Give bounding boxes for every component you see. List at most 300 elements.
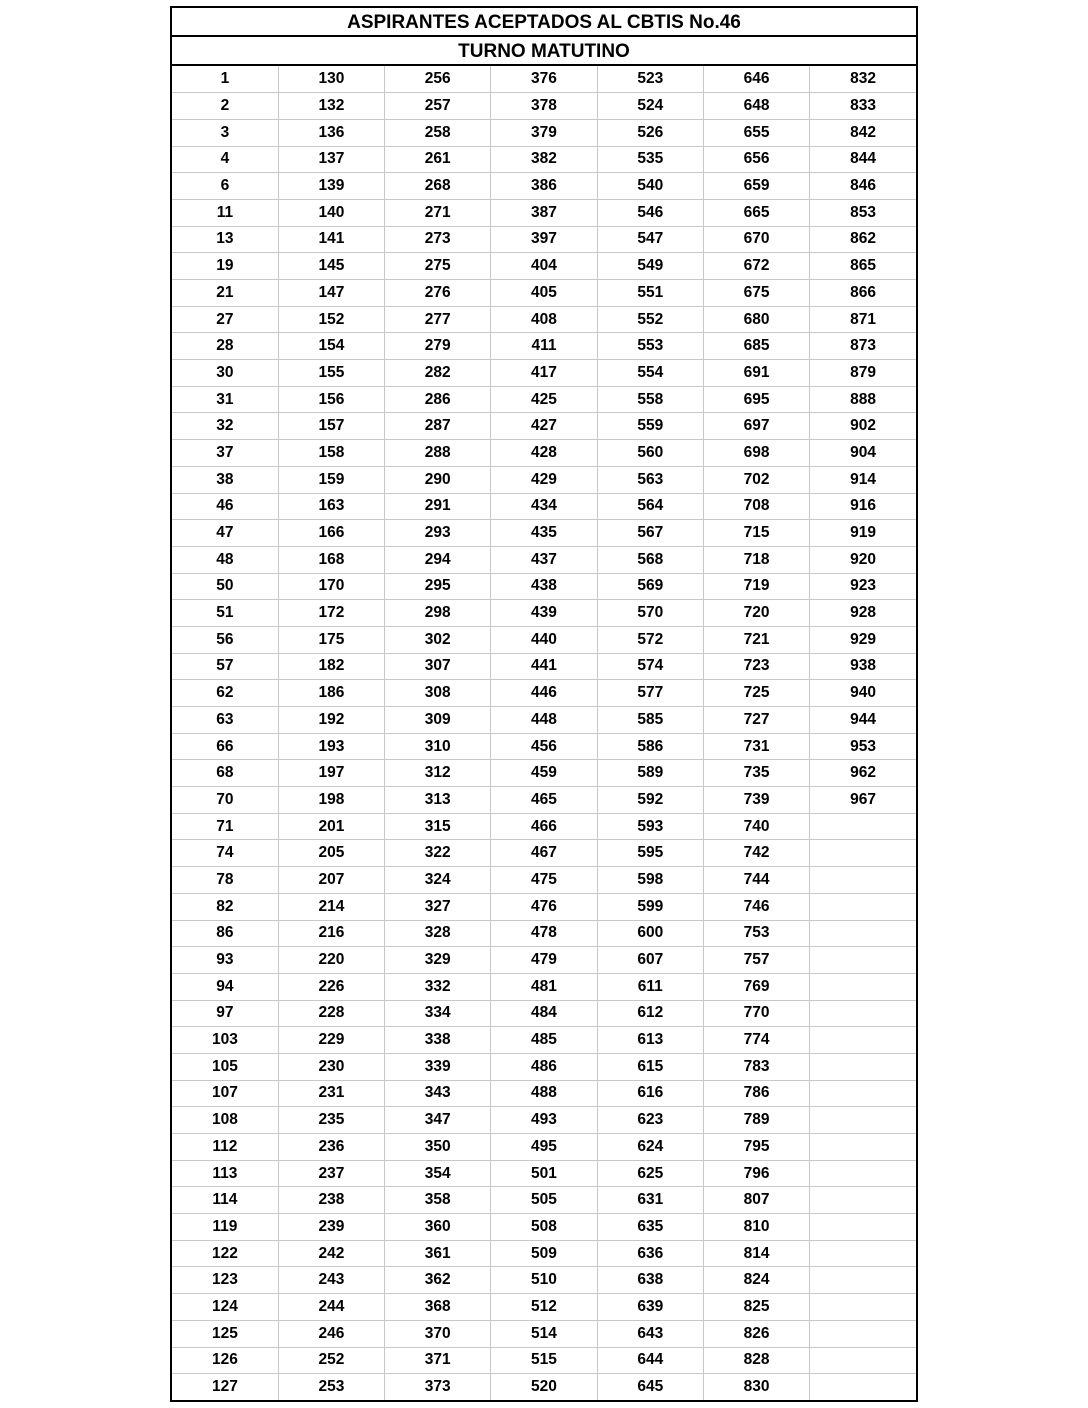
applicant-number-cell: 585 bbox=[597, 707, 703, 734]
table-row bbox=[172, 66, 916, 93]
applicant-number-cell: 37 bbox=[172, 440, 278, 467]
applicant-number-cell: 56 bbox=[172, 626, 278, 653]
applicant-number-cell: 488 bbox=[491, 1080, 597, 1107]
applicant-number-cell: 479 bbox=[491, 947, 597, 974]
applicant-number-cell: 286 bbox=[385, 386, 491, 413]
applicant-number-cell: 842 bbox=[810, 119, 916, 146]
table-row bbox=[172, 493, 916, 520]
applicant-number-cell: 698 bbox=[703, 440, 809, 467]
applicant-number-cell: 871 bbox=[810, 306, 916, 333]
applicant-number-cell: 510 bbox=[491, 1267, 597, 1294]
applicant-number-cell: 783 bbox=[703, 1053, 809, 1080]
applicant-number-cell: 103 bbox=[172, 1027, 278, 1054]
applicant-number-cell: 229 bbox=[278, 1027, 384, 1054]
applicant-number-cell: 152 bbox=[278, 306, 384, 333]
applicant-number-cell bbox=[810, 840, 916, 867]
applicant-number-cell: 125 bbox=[172, 1320, 278, 1347]
table-row bbox=[172, 707, 916, 734]
applicant-number-cell: 122 bbox=[172, 1240, 278, 1267]
applicant-number-cell: 30 bbox=[172, 360, 278, 387]
table-row bbox=[172, 947, 916, 974]
applicant-number-cell: 613 bbox=[597, 1027, 703, 1054]
applicant-number-cell: 638 bbox=[597, 1267, 703, 1294]
applicant-number-cell: 166 bbox=[278, 520, 384, 547]
applicant-number-cell: 923 bbox=[810, 573, 916, 600]
applicant-number-cell: 332 bbox=[385, 973, 491, 1000]
applicant-number-cell: 404 bbox=[491, 253, 597, 280]
accepted-applicants-sheet bbox=[170, 6, 918, 1402]
applicant-number-cell: 107 bbox=[172, 1080, 278, 1107]
applicant-number-cell: 916 bbox=[810, 493, 916, 520]
applicant-number-cell: 551 bbox=[597, 280, 703, 307]
table-row bbox=[172, 466, 916, 493]
applicant-number-cell: 569 bbox=[597, 573, 703, 600]
applicant-number-cell: 11 bbox=[172, 199, 278, 226]
applicant-number-cell bbox=[810, 1134, 916, 1161]
applicant-number-cell: 378 bbox=[491, 93, 597, 120]
applicant-number-cell: 113 bbox=[172, 1160, 278, 1187]
table-row bbox=[172, 199, 916, 226]
applicant-number-cell: 475 bbox=[491, 867, 597, 894]
applicant-number-cell: 338 bbox=[385, 1027, 491, 1054]
applicant-number-cell: 731 bbox=[703, 733, 809, 760]
applicant-number-cell: 207 bbox=[278, 867, 384, 894]
table-row bbox=[172, 360, 916, 387]
applicant-number-cell: 411 bbox=[491, 333, 597, 360]
applicant-number-cell: 315 bbox=[385, 813, 491, 840]
applicant-number-cell: 157 bbox=[278, 413, 384, 440]
applicant-number-cell: 145 bbox=[278, 253, 384, 280]
applicant-number-cell: 327 bbox=[385, 893, 491, 920]
applicant-number-cell: 929 bbox=[810, 626, 916, 653]
applicant-number-cell: 57 bbox=[172, 653, 278, 680]
table-row bbox=[172, 1027, 916, 1054]
applicant-number-cell: 612 bbox=[597, 1000, 703, 1027]
applicant-number-cell: 853 bbox=[810, 199, 916, 226]
applicant-number-cell: 824 bbox=[703, 1267, 809, 1294]
applicant-number-cell: 28 bbox=[172, 333, 278, 360]
applicant-number-cell: 371 bbox=[385, 1347, 491, 1374]
applicant-number-cell: 552 bbox=[597, 306, 703, 333]
applicant-number-cell: 243 bbox=[278, 1267, 384, 1294]
applicant-number-cell: 742 bbox=[703, 840, 809, 867]
applicant-number-cell: 124 bbox=[172, 1294, 278, 1321]
applicant-number-cell: 512 bbox=[491, 1294, 597, 1321]
applicant-number-cell: 123 bbox=[172, 1267, 278, 1294]
applicant-number-cell: 405 bbox=[491, 280, 597, 307]
table-row bbox=[172, 787, 916, 814]
applicant-number-cell: 6 bbox=[172, 173, 278, 200]
applicant-number-cell: 46 bbox=[172, 493, 278, 520]
applicant-number-cell: 789 bbox=[703, 1107, 809, 1134]
table-row bbox=[172, 973, 916, 1000]
applicant-number-cell: 408 bbox=[491, 306, 597, 333]
applicant-number-cell: 639 bbox=[597, 1294, 703, 1321]
applicant-number-cell: 435 bbox=[491, 520, 597, 547]
applicant-number-cell: 334 bbox=[385, 1000, 491, 1027]
applicant-number-cell: 495 bbox=[491, 1134, 597, 1161]
applicant-number-cell: 740 bbox=[703, 813, 809, 840]
applicant-number-cell: 735 bbox=[703, 760, 809, 787]
applicant-number-cell: 962 bbox=[810, 760, 916, 787]
applicant-number-cell: 290 bbox=[385, 466, 491, 493]
applicant-number-cell: 514 bbox=[491, 1320, 597, 1347]
applicant-number-cell: 485 bbox=[491, 1027, 597, 1054]
applicant-number-cell: 524 bbox=[597, 93, 703, 120]
applicant-number-cell: 271 bbox=[385, 199, 491, 226]
applicant-number-cell: 559 bbox=[597, 413, 703, 440]
applicant-number-cell: 186 bbox=[278, 680, 384, 707]
applicant-number-cell: 953 bbox=[810, 733, 916, 760]
applicant-number-cell: 155 bbox=[278, 360, 384, 387]
applicant-number-cell: 568 bbox=[597, 546, 703, 573]
applicant-number-cell: 373 bbox=[385, 1374, 491, 1401]
applicant-number-cell: 246 bbox=[278, 1320, 384, 1347]
applicant-number-cell: 268 bbox=[385, 173, 491, 200]
table-row bbox=[172, 119, 916, 146]
applicant-number-cell: 242 bbox=[278, 1240, 384, 1267]
applicant-number-cell: 625 bbox=[597, 1160, 703, 1187]
applicant-number-cell: 643 bbox=[597, 1320, 703, 1347]
applicant-number-cell: 721 bbox=[703, 626, 809, 653]
applicant-number-cell: 429 bbox=[491, 466, 597, 493]
applicant-number-cell bbox=[810, 1080, 916, 1107]
applicant-number-cell: 205 bbox=[278, 840, 384, 867]
table-row bbox=[172, 1134, 916, 1161]
applicant-number-cell: 830 bbox=[703, 1374, 809, 1401]
applicant-number-cell: 382 bbox=[491, 146, 597, 173]
applicant-number-cell: 567 bbox=[597, 520, 703, 547]
applicant-number-cell: 339 bbox=[385, 1053, 491, 1080]
applicant-number-cell: 593 bbox=[597, 813, 703, 840]
applicant-number-cell: 595 bbox=[597, 840, 703, 867]
applicant-number-cell: 288 bbox=[385, 440, 491, 467]
applicant-number-cell: 553 bbox=[597, 333, 703, 360]
applicant-number-cell: 258 bbox=[385, 119, 491, 146]
table-row bbox=[172, 93, 916, 120]
applicant-number-cell: 448 bbox=[491, 707, 597, 734]
applicant-number-cell: 549 bbox=[597, 253, 703, 280]
applicant-number-cell: 62 bbox=[172, 680, 278, 707]
applicant-number-cell: 563 bbox=[597, 466, 703, 493]
table-row bbox=[172, 733, 916, 760]
applicant-number-cell: 844 bbox=[810, 146, 916, 173]
applicant-number-cell: 147 bbox=[278, 280, 384, 307]
applicant-number-cell: 313 bbox=[385, 787, 491, 814]
applicant-number-cell: 665 bbox=[703, 199, 809, 226]
applicant-number-cell: 312 bbox=[385, 760, 491, 787]
table-row bbox=[172, 680, 916, 707]
applicant-number-cell: 476 bbox=[491, 893, 597, 920]
applicant-number-cell: 757 bbox=[703, 947, 809, 974]
applicant-number-cell: 940 bbox=[810, 680, 916, 707]
applicant-number-cell: 607 bbox=[597, 947, 703, 974]
applicant-number-cell: 127 bbox=[172, 1374, 278, 1401]
applicant-number-cell: 236 bbox=[278, 1134, 384, 1161]
applicant-number-cell: 466 bbox=[491, 813, 597, 840]
applicant-number-cell: 902 bbox=[810, 413, 916, 440]
applicant-number-cell: 570 bbox=[597, 600, 703, 627]
applicant-number-cell: 71 bbox=[172, 813, 278, 840]
applicant-number-cell: 66 bbox=[172, 733, 278, 760]
applicant-number-cell: 287 bbox=[385, 413, 491, 440]
applicant-number-cell: 769 bbox=[703, 973, 809, 1000]
applicant-number-cell bbox=[810, 920, 916, 947]
applicant-number-cell: 744 bbox=[703, 867, 809, 894]
applicant-number-cell: 298 bbox=[385, 600, 491, 627]
applicant-number-cell: 2 bbox=[172, 93, 278, 120]
applicant-number-cell: 655 bbox=[703, 119, 809, 146]
applicant-number-cell: 235 bbox=[278, 1107, 384, 1134]
table-row bbox=[172, 1107, 916, 1134]
applicant-number-cell: 481 bbox=[491, 973, 597, 1000]
applicant-number-cell: 31 bbox=[172, 386, 278, 413]
applicant-number-cell: 93 bbox=[172, 947, 278, 974]
applicant-number-cell: 670 bbox=[703, 226, 809, 253]
applicant-number-cell bbox=[810, 1160, 916, 1187]
applicant-number-cell: 27 bbox=[172, 306, 278, 333]
applicant-number-cell: 441 bbox=[491, 653, 597, 680]
applicant-number-cell: 97 bbox=[172, 1000, 278, 1027]
applicant-number-cell: 708 bbox=[703, 493, 809, 520]
applicant-number-cell: 865 bbox=[810, 253, 916, 280]
applicant-number-cell: 577 bbox=[597, 680, 703, 707]
table-row bbox=[172, 813, 916, 840]
applicant-number-cell: 648 bbox=[703, 93, 809, 120]
applicant-number-cell bbox=[810, 947, 916, 974]
table-row bbox=[172, 440, 916, 467]
table-row bbox=[172, 920, 916, 947]
applicant-number-cell: 362 bbox=[385, 1267, 491, 1294]
table-row bbox=[172, 253, 916, 280]
applicant-number-cell: 456 bbox=[491, 733, 597, 760]
applicant-number-cell: 718 bbox=[703, 546, 809, 573]
applicant-number-cell: 564 bbox=[597, 493, 703, 520]
applicant-number-cell: 139 bbox=[278, 173, 384, 200]
applicant-number-cell: 277 bbox=[385, 306, 491, 333]
applicant-number-cell: 659 bbox=[703, 173, 809, 200]
table-row bbox=[172, 1080, 916, 1107]
applicant-number-cell: 230 bbox=[278, 1053, 384, 1080]
applicant-number-cell: 520 bbox=[491, 1374, 597, 1401]
applicant-number-cell: 796 bbox=[703, 1160, 809, 1187]
applicant-number-cell: 826 bbox=[703, 1320, 809, 1347]
table-row bbox=[172, 280, 916, 307]
applicant-number-cell: 156 bbox=[278, 386, 384, 413]
table-row bbox=[172, 573, 916, 600]
applicant-number-cell: 636 bbox=[597, 1240, 703, 1267]
applicant-number-cell: 919 bbox=[810, 520, 916, 547]
applicant-number-cell: 136 bbox=[278, 119, 384, 146]
table-row bbox=[172, 1240, 916, 1267]
applicant-number-cell: 105 bbox=[172, 1053, 278, 1080]
applicant-number-cell: 361 bbox=[385, 1240, 491, 1267]
applicant-number-cell: 70 bbox=[172, 787, 278, 814]
applicant-number-cell: 484 bbox=[491, 1000, 597, 1027]
applicant-number-cell: 108 bbox=[172, 1107, 278, 1134]
applicant-number-cell: 807 bbox=[703, 1187, 809, 1214]
applicant-number-cell: 611 bbox=[597, 973, 703, 1000]
applicant-number-cell: 727 bbox=[703, 707, 809, 734]
applicant-number-cell: 656 bbox=[703, 146, 809, 173]
table-row bbox=[172, 867, 916, 894]
applicant-number-cell: 310 bbox=[385, 733, 491, 760]
applicant-number-cell bbox=[810, 1107, 916, 1134]
applicant-number-cell: 198 bbox=[278, 787, 384, 814]
applicant-number-cell: 239 bbox=[278, 1214, 384, 1241]
applicant-number-cell: 438 bbox=[491, 573, 597, 600]
applicant-number-cell: 261 bbox=[385, 146, 491, 173]
applicant-number-cell: 631 bbox=[597, 1187, 703, 1214]
applicant-number-cell bbox=[810, 1214, 916, 1241]
applicant-number-cell: 32 bbox=[172, 413, 278, 440]
applicant-number-cell: 427 bbox=[491, 413, 597, 440]
table-row bbox=[172, 386, 916, 413]
applicant-number-cell: 214 bbox=[278, 893, 384, 920]
applicant-number-cell bbox=[810, 1027, 916, 1054]
applicant-number-cell: 434 bbox=[491, 493, 597, 520]
applicant-number-cell: 253 bbox=[278, 1374, 384, 1401]
table-row bbox=[172, 173, 916, 200]
applicant-number-cell: 944 bbox=[810, 707, 916, 734]
applicant-number-cell: 275 bbox=[385, 253, 491, 280]
applicant-number-cell: 132 bbox=[278, 93, 384, 120]
applicant-number-cell: 256 bbox=[385, 66, 491, 93]
applicant-number-cell: 560 bbox=[597, 440, 703, 467]
applicant-number-cell: 598 bbox=[597, 867, 703, 894]
applicant-number-cell: 879 bbox=[810, 360, 916, 387]
applicant-number-cell: 723 bbox=[703, 653, 809, 680]
applicant-number-cell: 386 bbox=[491, 173, 597, 200]
applicant-number-cell: 540 bbox=[597, 173, 703, 200]
applicant-number-cell: 833 bbox=[810, 93, 916, 120]
applicant-number-cell: 376 bbox=[491, 66, 597, 93]
applicant-number-cell: 309 bbox=[385, 707, 491, 734]
applicant-number-cell: 163 bbox=[278, 493, 384, 520]
applicant-number-cell: 459 bbox=[491, 760, 597, 787]
applicant-number-cell: 397 bbox=[491, 226, 597, 253]
applicant-number-cell: 114 bbox=[172, 1187, 278, 1214]
applicant-number-cell: 159 bbox=[278, 466, 384, 493]
applicant-number-cell: 515 bbox=[491, 1347, 597, 1374]
applicant-number-cell: 592 bbox=[597, 787, 703, 814]
applicant-number-cell: 873 bbox=[810, 333, 916, 360]
applicant-number-cell: 828 bbox=[703, 1347, 809, 1374]
applicant-number-cell: 720 bbox=[703, 600, 809, 627]
table-row bbox=[172, 1267, 916, 1294]
table-row bbox=[172, 626, 916, 653]
applicant-number-cell: 78 bbox=[172, 867, 278, 894]
sheet-title: ASPIRANTES ACEPTADOS AL CBTIS No.46 bbox=[172, 8, 916, 37]
applicant-number-cell: 226 bbox=[278, 973, 384, 1000]
applicant-number-cell: 715 bbox=[703, 520, 809, 547]
applicant-number-cell: 192 bbox=[278, 707, 384, 734]
applicant-number-cell bbox=[810, 893, 916, 920]
applicant-number-cell: 141 bbox=[278, 226, 384, 253]
applicant-number-cell: 368 bbox=[385, 1294, 491, 1321]
applicant-number-cell: 94 bbox=[172, 973, 278, 1000]
table-row bbox=[172, 546, 916, 573]
applicant-number-cell: 387 bbox=[491, 199, 597, 226]
table-row bbox=[172, 653, 916, 680]
table-row bbox=[172, 760, 916, 787]
applicant-number-cell: 508 bbox=[491, 1214, 597, 1241]
shift-subtitle: TURNO MATUTINO bbox=[172, 37, 916, 66]
applicant-number-cell: 810 bbox=[703, 1214, 809, 1241]
applicant-number-cell bbox=[810, 1267, 916, 1294]
applicant-number-cell: 48 bbox=[172, 546, 278, 573]
applicant-number-cell: 231 bbox=[278, 1080, 384, 1107]
applicant-number-cell: 546 bbox=[597, 199, 703, 226]
applicant-number-cell: 170 bbox=[278, 573, 384, 600]
applicant-number-cell: 574 bbox=[597, 653, 703, 680]
applicant-number-cell: 467 bbox=[491, 840, 597, 867]
applicant-number-cell: 158 bbox=[278, 440, 384, 467]
applicant-number-cell: 168 bbox=[278, 546, 384, 573]
applicant-number-cell: 293 bbox=[385, 520, 491, 547]
applicant-number-cell: 237 bbox=[278, 1160, 384, 1187]
applicant-number-cell: 358 bbox=[385, 1187, 491, 1214]
applicant-number-cell: 478 bbox=[491, 920, 597, 947]
applicant-number-cell: 347 bbox=[385, 1107, 491, 1134]
table-row bbox=[172, 226, 916, 253]
table-row bbox=[172, 1053, 916, 1080]
applicant-number-cell: 624 bbox=[597, 1134, 703, 1161]
applicant-number-cell: 291 bbox=[385, 493, 491, 520]
applicant-number-cell: 425 bbox=[491, 386, 597, 413]
applicant-number-cell: 428 bbox=[491, 440, 597, 467]
applicant-number-cell: 294 bbox=[385, 546, 491, 573]
applicant-number-cell: 193 bbox=[278, 733, 384, 760]
applicant-number-cell: 13 bbox=[172, 226, 278, 253]
applicant-number-cell bbox=[810, 1240, 916, 1267]
applicant-number-cell: 825 bbox=[703, 1294, 809, 1321]
applicant-number-cell: 904 bbox=[810, 440, 916, 467]
applicant-number-cell: 914 bbox=[810, 466, 916, 493]
applicant-number-cell: 600 bbox=[597, 920, 703, 947]
applicant-number-cell: 774 bbox=[703, 1027, 809, 1054]
applicant-number-cell: 154 bbox=[278, 333, 384, 360]
applicant-number-cell: 282 bbox=[385, 360, 491, 387]
applicant-number-cell: 888 bbox=[810, 386, 916, 413]
applicant-number-cell: 446 bbox=[491, 680, 597, 707]
applicant-number-cell: 644 bbox=[597, 1347, 703, 1374]
applicant-number-cell: 308 bbox=[385, 680, 491, 707]
applicant-number-cell: 343 bbox=[385, 1080, 491, 1107]
applicant-number-cell: 257 bbox=[385, 93, 491, 120]
applicant-number-cell: 350 bbox=[385, 1134, 491, 1161]
applicant-number-cell bbox=[810, 1374, 916, 1401]
applicant-number-cell: 719 bbox=[703, 573, 809, 600]
applicant-number-cell: 38 bbox=[172, 466, 278, 493]
applicant-number-cell: 47 bbox=[172, 520, 278, 547]
applicant-number-cell: 329 bbox=[385, 947, 491, 974]
applicant-number-cell: 244 bbox=[278, 1294, 384, 1321]
applicant-number-cell: 220 bbox=[278, 947, 384, 974]
applicant-number-cell: 302 bbox=[385, 626, 491, 653]
applicant-number-cell bbox=[810, 867, 916, 894]
applicant-number-cell: 82 bbox=[172, 893, 278, 920]
applicant-number-cell: 322 bbox=[385, 840, 491, 867]
applicant-number-cell: 675 bbox=[703, 280, 809, 307]
applicant-number-cell: 697 bbox=[703, 413, 809, 440]
applicant-number-cell: 770 bbox=[703, 1000, 809, 1027]
applicant-number-cell: 86 bbox=[172, 920, 278, 947]
applicant-number-cell: 599 bbox=[597, 893, 703, 920]
applicant-number-cell: 437 bbox=[491, 546, 597, 573]
table-row bbox=[172, 1214, 916, 1241]
table-row bbox=[172, 333, 916, 360]
